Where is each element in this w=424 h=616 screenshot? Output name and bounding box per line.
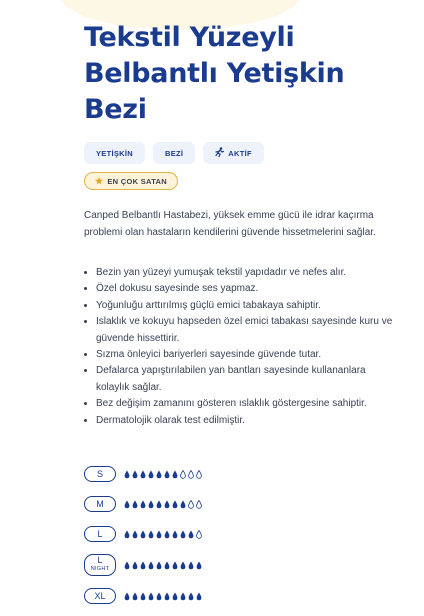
drop-filled-icon: [188, 530, 194, 539]
drop-filled-icon: [132, 530, 138, 539]
absorbency-drops: [124, 592, 202, 601]
size-row-l-night: [84, 554, 202, 576]
drop-empty-icon: [180, 470, 186, 479]
drop-filled-icon: [156, 470, 162, 479]
tag-diaper[interactable]: [153, 142, 195, 164]
drop-filled-icon: [180, 592, 186, 601]
badge-label: EN ÇOK SATAN: [107, 176, 167, 186]
size-pill[interactable]: [84, 526, 116, 542]
tag-adult[interactable]: [84, 142, 145, 164]
absorbency-drops: [124, 470, 202, 479]
star-icon: ★: [95, 175, 104, 186]
drop-filled-icon: [124, 500, 130, 509]
drop-filled-icon: [164, 530, 170, 539]
drop-filled-icon: [140, 592, 146, 601]
running-icon: [215, 147, 224, 160]
drop-filled-icon: [172, 500, 178, 509]
product-title: Tekstil Yüzeyli Belbantlı Yetişkin Bezi: [84, 22, 345, 125]
drop-filled-icon: [140, 561, 146, 570]
size-pill[interactable]: [84, 466, 116, 482]
size-row-m: [84, 494, 202, 514]
size-pill[interactable]: [84, 496, 116, 512]
tag-label: BEZİ: [165, 148, 184, 158]
drop-filled-icon: [132, 500, 138, 509]
drop-filled-icon: [156, 561, 162, 570]
drop-filled-icon: [124, 592, 130, 601]
list-item: • Sızma önleyici bariyerleri sayesinde güvende tutar.: [96, 347, 396, 363]
tag-list: [84, 142, 264, 164]
size-row-s: [84, 464, 202, 484]
list-item: • Islaklık ve kokuyu hapseden özel emici tabakası sayesinde kuru ve güvende hissettirir.: [96, 314, 396, 347]
drop-filled-icon: [196, 592, 202, 601]
drop-empty-icon: [196, 500, 202, 509]
drop-filled-icon: [164, 500, 170, 509]
drop-filled-icon: [172, 470, 178, 479]
drop-filled-icon: [148, 561, 154, 570]
list-item: • Dermatolojik olarak test edilmiştir.: [96, 413, 396, 429]
drop-filled-icon: [180, 530, 186, 539]
bestseller-badge: [84, 172, 178, 190]
drop-empty-icon: [188, 470, 194, 479]
tag-label: YETİŞKİN: [96, 148, 133, 158]
drop-filled-icon: [132, 592, 138, 601]
tag-label: AKTİF: [228, 148, 252, 158]
drop-filled-icon: [172, 592, 178, 601]
product-description: Canped Belbantlı Hastabezi, yüksek emme gücü ile idrar kaçırma problemi olan hastaların kendilerini güvende hissetmelerini sağlar.: [84, 210, 376, 238]
drop-empty-icon: [188, 500, 194, 509]
size-label: L: [97, 529, 103, 539]
drop-empty-icon: [196, 470, 202, 479]
drop-filled-icon: [148, 592, 154, 601]
size-row-l: [84, 524, 202, 544]
drop-filled-icon: [140, 500, 146, 509]
tag-active[interactable]: [203, 142, 264, 164]
size-label: S: [96, 469, 103, 479]
size-sublabel: NIGHT: [90, 566, 110, 572]
drop-filled-icon: [124, 561, 130, 570]
size-row-xl: [84, 586, 202, 606]
drop-filled-icon: [188, 592, 194, 601]
drop-filled-icon: [164, 592, 170, 601]
absorbency-drops: [124, 500, 202, 509]
drop-filled-icon: [132, 470, 138, 479]
drop-filled-icon: [172, 530, 178, 539]
size-pill[interactable]: [84, 588, 116, 604]
size-label: L: [97, 555, 103, 565]
drop-filled-icon: [148, 530, 154, 539]
list-item: • Bezin yan yüzeyi yumuşak tekstil yapıdadır ve nefes alır.: [96, 265, 396, 281]
size-pill[interactable]: [84, 554, 116, 576]
absorbency-drops: [124, 561, 202, 570]
drop-filled-icon: [180, 500, 186, 509]
drop-filled-icon: [148, 500, 154, 509]
drop-filled-icon: [164, 561, 170, 570]
drop-filled-icon: [188, 561, 194, 570]
absorbency-table: [84, 464, 202, 616]
drop-filled-icon: [140, 530, 146, 539]
drop-filled-icon: [140, 470, 146, 479]
list-item: • Bez değişim zamanını gösteren ıslaklık göstergesine sahiptir.: [96, 396, 396, 412]
drop-filled-icon: [148, 470, 154, 479]
drop-filled-icon: [156, 592, 162, 601]
list-item: • Özel dokusu sayesinde ses yapmaz.: [96, 281, 396, 297]
drop-filled-icon: [156, 530, 162, 539]
drop-filled-icon: [164, 470, 170, 479]
absorbency-drops: [124, 530, 202, 539]
drop-filled-icon: [172, 561, 178, 570]
size-label: XL: [94, 591, 106, 601]
drop-filled-icon: [124, 530, 130, 539]
drop-filled-icon: [156, 500, 162, 509]
drop-filled-icon: [132, 561, 138, 570]
drop-filled-icon: [124, 470, 130, 479]
size-label: M: [96, 499, 104, 509]
drop-filled-icon: [180, 561, 186, 570]
drop-filled-icon: [196, 561, 202, 570]
drop-empty-icon: [196, 530, 202, 539]
list-item: • Defalarca yapıştırılabilen yan bantları sayesinde kullananlara kolaylık sağlar.: [96, 363, 396, 396]
list-item: • Yoğunluğu arttırılmış güçlü emici tabakaya sahiptir.: [96, 298, 396, 314]
feature-list: [84, 265, 396, 429]
